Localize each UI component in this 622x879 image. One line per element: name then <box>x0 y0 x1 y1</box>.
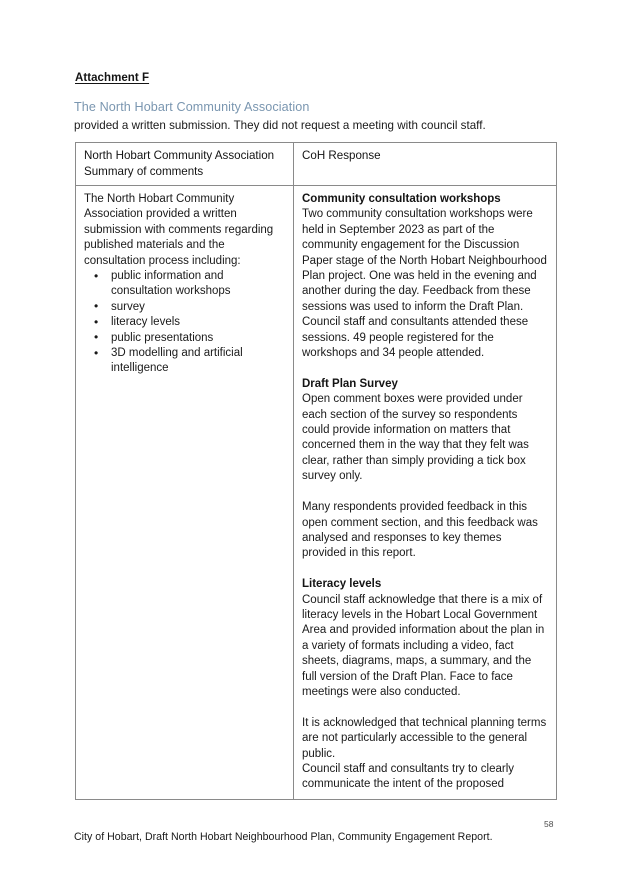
summary-intro-paragraph: The North Hobart Community Association provided a written submission with comments regarding published materials and the consultation process including: <box>84 193 274 267</box>
table-header-row <box>76 143 557 186</box>
section-paragraph: It is acknowledged that technical planning terms are not particularly accessible to the general public. <box>302 716 547 760</box>
section-paragraph: Many respondents provided feedback in this open comment section, and this feedback was analysed and responses to key themes provided in this report. <box>302 501 538 560</box>
response-section-workshops <box>302 192 548 361</box>
section-paragraph: Two community consultation workshops were held in September 2023 as part of the community engagement for the Discussion Paper stage of the North Hobart Neighbourhood Plan project. One was held in the evening and another during the day. Feedback from these sessions was used to inform the Draft Plan. Council staff and consultants attended these sessions. 49 people registered for the workshops and 34 people attended. <box>302 208 547 360</box>
footer-citation: City of Hobart, Draft North Hobart Neighbourhood Plan, Community Engagement Report. <box>74 831 493 843</box>
table-header-cell-right <box>294 143 557 186</box>
table-header-cell-left <box>76 143 294 186</box>
section-paragraph: Council staff acknowledge that there is a mix of literacy levels in the Hobart Local Government Area and provided information about the plan in a variety of formats including a video, fact sheets, diagrams, maps, a summary, and the full version of the Draft Plan. Face to face meetings were also conducted. <box>302 593 545 698</box>
list-item: • survey <box>84 300 285 315</box>
section-heading: Community consultation workshops <box>302 193 501 205</box>
response-section-survey <box>302 377 548 562</box>
section-heading: Literacy levels <box>302 578 382 591</box>
coh-response-cell <box>294 186 557 800</box>
list-item: • public presentations <box>84 331 285 346</box>
attachment-label: Attachment F <box>75 72 150 84</box>
association-heading: The North Hobart Community Association <box>74 100 310 114</box>
intro-paragraph: provided a written submission. They did not request a meeting with council staff. <box>74 119 486 132</box>
summary-of-comments-cell <box>76 186 294 800</box>
section-spacer <box>302 562 548 577</box>
comments-response-table <box>75 142 557 800</box>
list-item: • 3D modelling and artificial intelligence <box>84 346 285 377</box>
list-item: • literacy levels <box>84 315 285 330</box>
section-spacer <box>302 361 548 376</box>
page-number: 58 <box>544 819 554 829</box>
section-paragraph-truncated: Council staff and consultants try to clearly communicate the intent of the proposed <box>302 762 515 791</box>
summary-bullet-list <box>84 269 285 377</box>
list-item: • public information and consultation workshops <box>84 269 285 300</box>
table-header-left-line2: Summary of comments <box>84 164 204 178</box>
table-row <box>76 186 557 800</box>
section-paragraph: Open comment boxes were provided under each section of the survey so respondents could provide information on matters that concerned them in the way that they felt was clear, rather than simply providing a tick box survey only. <box>302 393 529 483</box>
table-header-right: CoH Response <box>302 149 381 162</box>
section-heading: Draft Plan Survey <box>302 377 398 390</box>
response-section-literacy <box>302 577 548 793</box>
table-header-left-line1: North Hobart Community Association <box>84 149 275 162</box>
